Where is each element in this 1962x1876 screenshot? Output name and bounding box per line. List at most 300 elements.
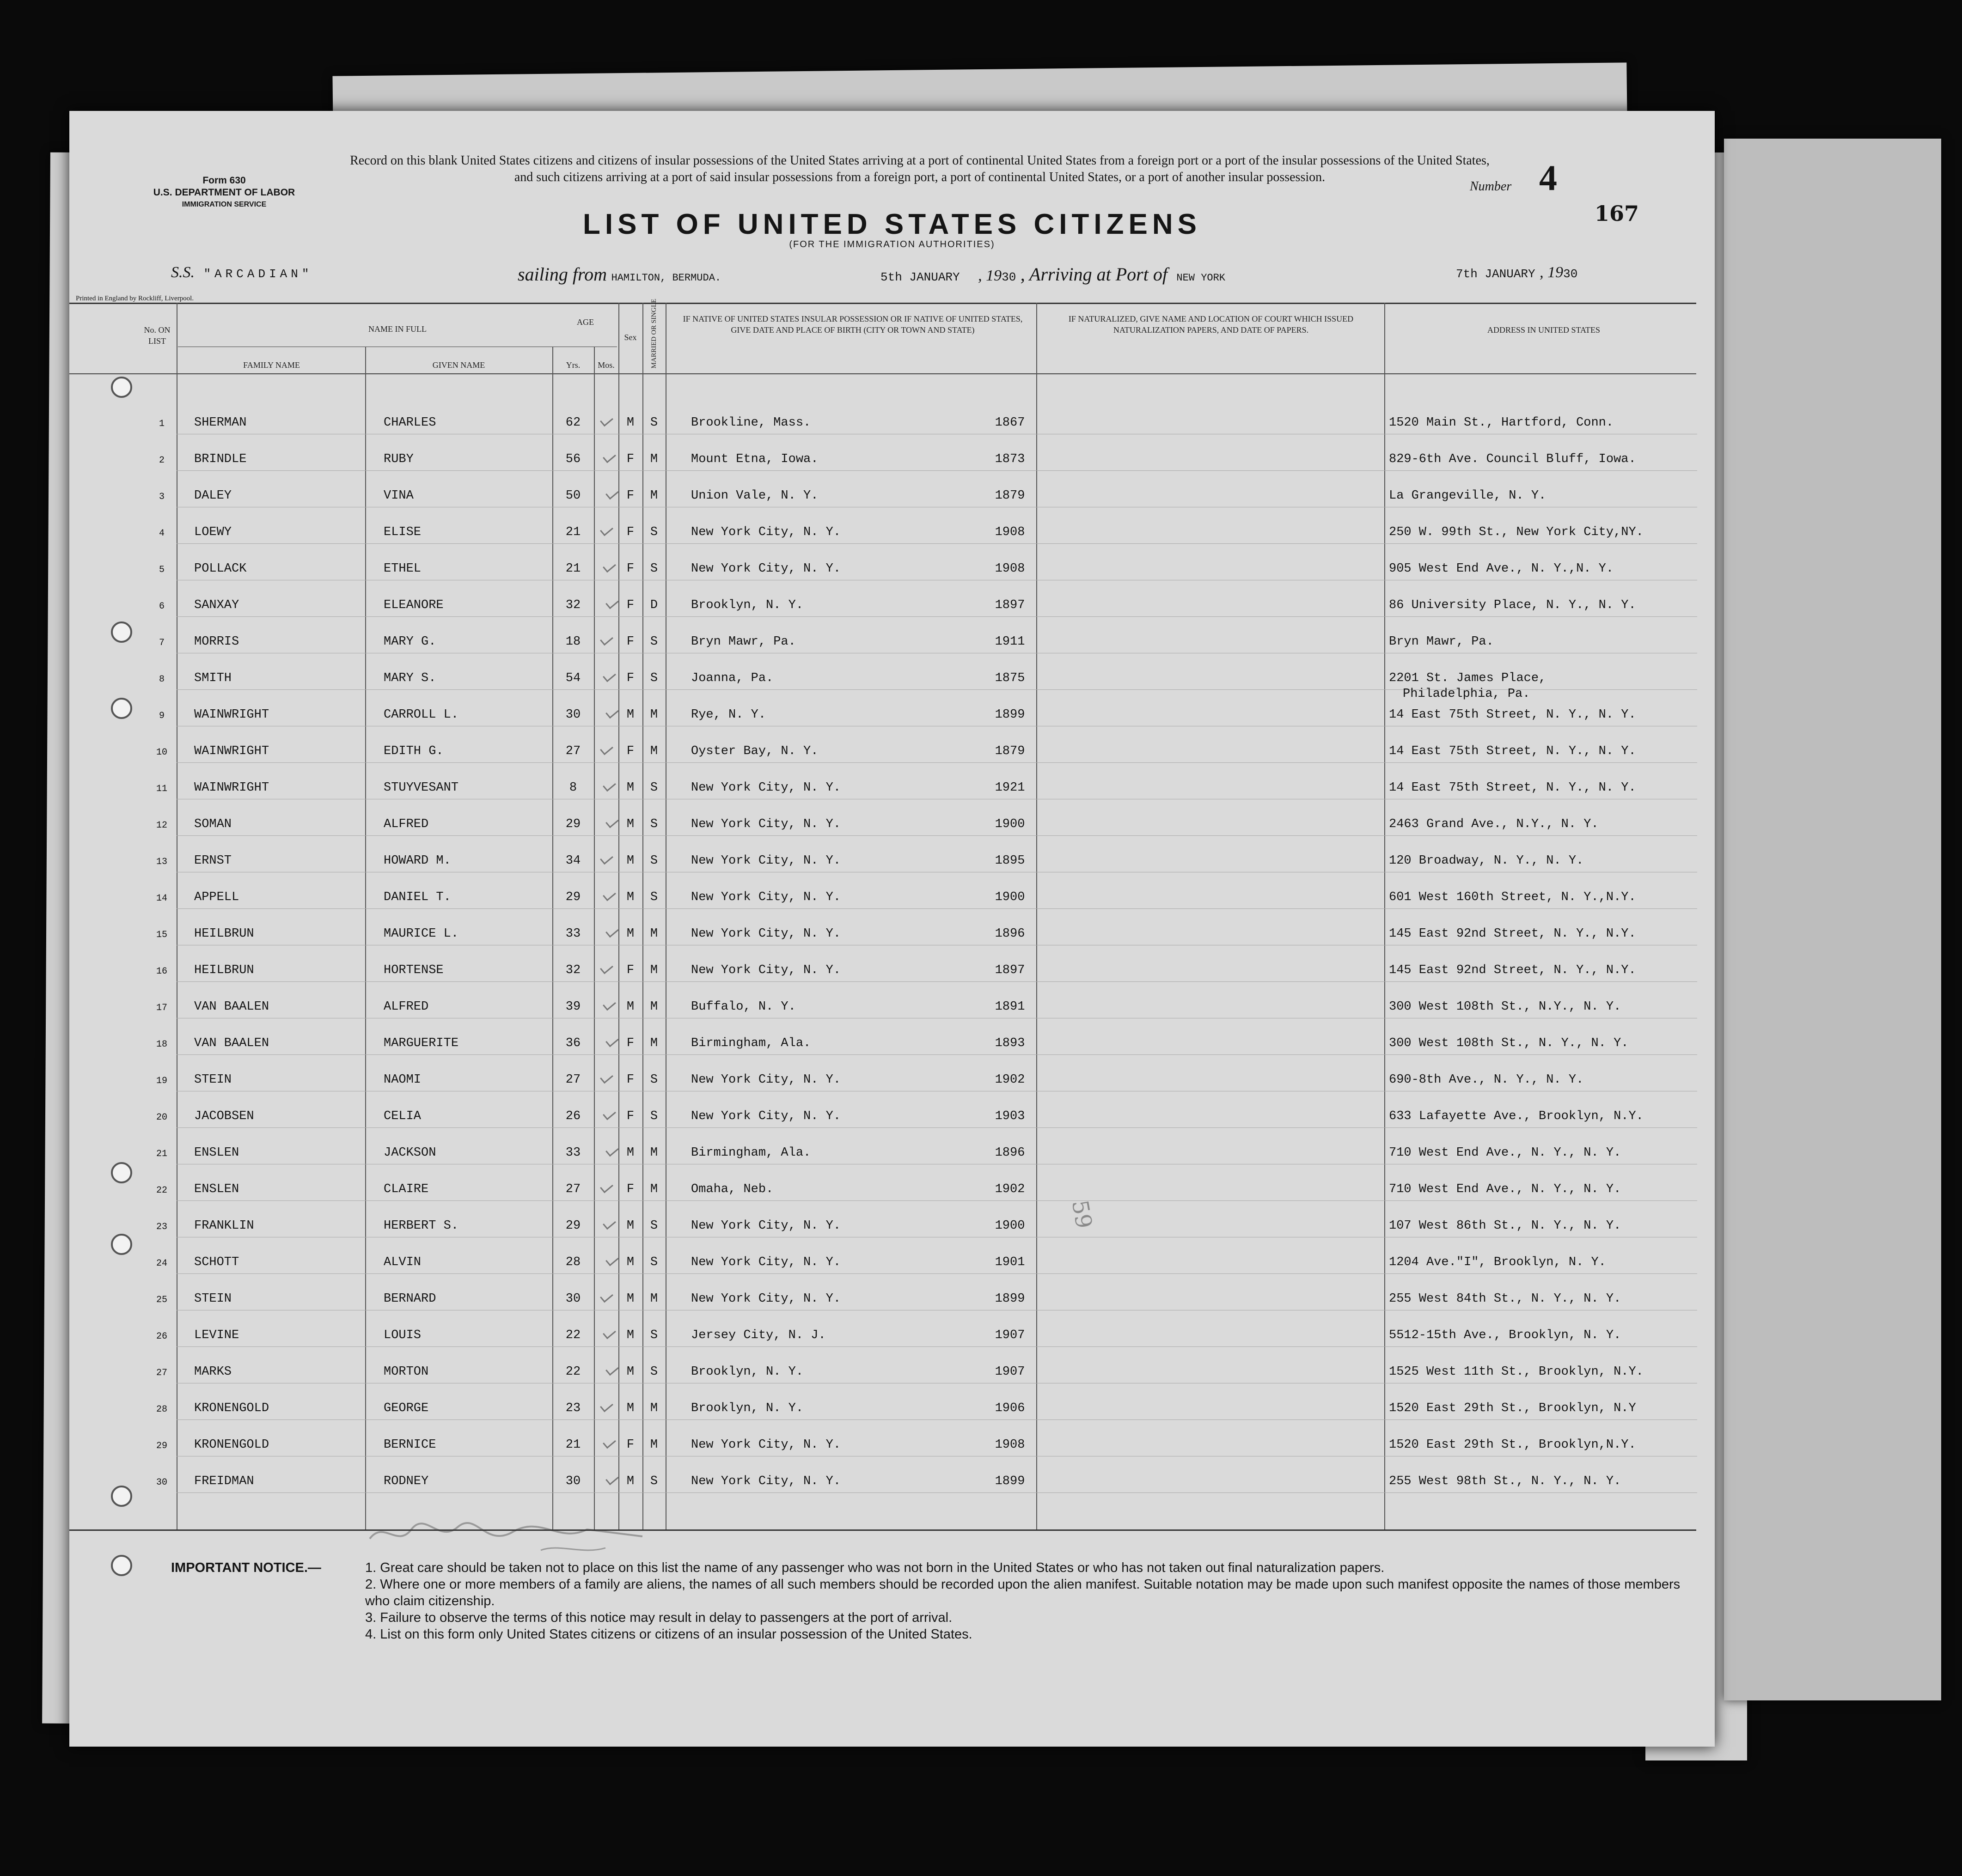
cell-place: Rye, N. Y. <box>691 708 766 722</box>
cell-place: New York City, N. Y. <box>691 890 841 904</box>
cell-no: 13 <box>156 857 167 867</box>
cell-given: ETHEL <box>384 562 422 576</box>
cell-yrs: 28 <box>565 1255 581 1269</box>
cell-yrs: 30 <box>565 1474 581 1488</box>
header-bottom-rule <box>69 373 1696 374</box>
cell-given: ALFRED <box>384 817 429 831</box>
cell-no: 19 <box>156 1076 167 1086</box>
cell-given: CLAIRE <box>384 1182 429 1196</box>
row-rule <box>177 908 1697 909</box>
cell-address: 255 West 84th St., N. Y., N. Y. <box>1389 1292 1621 1306</box>
header-mos: Mos. <box>598 360 615 370</box>
cell-year: 1891 <box>995 1000 1025 1014</box>
cell-ms: M <box>650 1438 658 1452</box>
cell-year: 1902 <box>995 1182 1025 1196</box>
cell-ms: M <box>650 452 658 466</box>
cell-address-line2: Philadelphia, Pa. <box>1403 687 1530 701</box>
cell-no: 5 <box>159 565 165 575</box>
service-name: IMMIGRATION SERVICE <box>182 201 267 208</box>
check-mark <box>600 1290 613 1303</box>
notice-item-4: 4. List on this form only United States citizens or citizens of an insular possession of the United States. <box>365 1627 972 1642</box>
punch-hole <box>111 1486 132 1507</box>
row-rule <box>177 1419 1697 1420</box>
ss-label: S.S. <box>171 264 195 281</box>
cell-no: 18 <box>156 1039 167 1050</box>
cell-yrs: 39 <box>565 1000 581 1014</box>
cell-address: 14 East 75th Street, N. Y., N. Y. <box>1389 744 1636 758</box>
cell-address: 601 West 160th Street, N. Y.,N.Y. <box>1389 890 1636 904</box>
cell-given: ELISE <box>384 525 422 539</box>
cell-given: BERNICE <box>384 1438 436 1452</box>
depart-year-suffix: 30 <box>1002 270 1016 284</box>
cell-address: 633 Lafayette Ave., Brooklyn, N.Y. <box>1389 1109 1644 1123</box>
cell-family: ENSLEN <box>194 1146 239 1160</box>
cell-no: 16 <box>156 966 167 977</box>
cell-yrs: 29 <box>565 1219 581 1233</box>
cell-sex: F <box>626 671 635 685</box>
cell-address: 1520 Main St., Hartford, Conn. <box>1389 416 1614 430</box>
cell-no: 24 <box>156 1258 167 1269</box>
header-name-in-full: NAME IN FULL <box>368 324 427 334</box>
cell-sex: M <box>626 817 635 831</box>
cell-sex: M <box>626 781 635 795</box>
check-mark <box>600 414 613 427</box>
check-mark <box>603 998 616 1011</box>
check-mark <box>605 1035 619 1048</box>
row-rule <box>177 1273 1697 1274</box>
cell-address: 690-8th Ave., N. Y., N. Y. <box>1389 1073 1584 1087</box>
cell-ms: S <box>650 525 658 539</box>
cell-ms: S <box>650 562 658 576</box>
cell-given: DANIEL T. <box>384 890 451 904</box>
cell-given: BERNARD <box>384 1292 436 1306</box>
check-mark <box>600 524 613 536</box>
cell-yrs: 30 <box>565 708 581 722</box>
cell-given: JACKSON <box>384 1146 436 1160</box>
cell-given: GEORGE <box>384 1401 429 1415</box>
cell-place: New York City, N. Y. <box>691 781 841 795</box>
cell-year: 1906 <box>995 1401 1025 1415</box>
cell-yrs: 29 <box>565 890 581 904</box>
check-mark <box>605 1473 619 1486</box>
cell-ms: S <box>650 1219 658 1233</box>
page-title: LIST OF UNITED STATES CITIZENS <box>583 208 1201 240</box>
cell-sex: M <box>626 1219 635 1233</box>
cell-yrs: 21 <box>565 525 581 539</box>
cell-given: HORTENSE <box>384 963 444 977</box>
cell-given: ALFRED <box>384 1000 429 1014</box>
check-mark <box>603 670 616 682</box>
cell-year: 1893 <box>995 1036 1025 1050</box>
cell-ms: M <box>650 963 658 977</box>
cell-year: 1895 <box>995 854 1025 868</box>
cell-family: KRONENGOLD <box>194 1401 269 1415</box>
cell-place: Brooklyn, N. Y. <box>691 598 804 612</box>
cell-yrs: 54 <box>565 671 581 685</box>
cell-place: Omaha, Neb. <box>691 1182 774 1196</box>
port-to: NEW YORK <box>1176 272 1226 284</box>
cell-ms: S <box>650 781 658 795</box>
cell-place: Oyster Bay, N. Y. <box>691 744 819 758</box>
cell-no: 3 <box>159 492 165 502</box>
cell-no: 26 <box>156 1331 167 1342</box>
cell-place: New York City, N. Y. <box>691 1073 841 1087</box>
cell-yrs: 18 <box>565 635 581 649</box>
cell-ms: M <box>650 1182 658 1196</box>
cell-address: 107 West 86th St., N. Y., N. Y. <box>1389 1219 1621 1233</box>
cell-given: VINA <box>384 489 414 503</box>
cell-family: SOMAN <box>194 817 232 831</box>
col-divider-family <box>365 347 366 1529</box>
cell-year: 1900 <box>995 890 1025 904</box>
cell-family: MARKS <box>194 1365 232 1379</box>
cell-place: New York City, N. Y. <box>691 1292 841 1306</box>
cell-family: POLLACK <box>194 562 247 576</box>
cell-sex: M <box>626 890 635 904</box>
notice-item-1: 1. Great care should be taken not to place on this list the name of any passenger who was not born in the United States or who has not taken out final naturalization papers. <box>365 1560 1385 1575</box>
cell-sex: M <box>626 1401 635 1415</box>
cell-ms: S <box>650 854 658 868</box>
ship-name: "ARCADIAN" <box>203 267 313 281</box>
faint-signature <box>365 1511 652 1557</box>
cell-address: 2463 Grand Ave., N.Y., N. Y. <box>1389 817 1599 831</box>
cell-given: EDITH G. <box>384 744 444 758</box>
cell-given: STUYVESANT <box>384 781 459 795</box>
cell-sex: F <box>626 635 635 649</box>
cell-place: Jersey City, N. J. <box>691 1328 826 1342</box>
depart-date: 5th JANUARY <box>880 270 960 284</box>
cell-address: 255 West 98th St., N. Y., N. Y. <box>1389 1474 1621 1488</box>
cell-yrs: 27 <box>565 1182 581 1196</box>
check-mark <box>605 1144 619 1157</box>
col-divider-yrs <box>594 347 595 1529</box>
cell-sex: F <box>626 562 635 576</box>
cell-family: WAINWRIGHT <box>194 781 269 795</box>
cell-year: 1896 <box>995 927 1025 941</box>
record-instructions: Record on this blank United States citizens and citizens of insular possessions of the United States arriving at a port of continental United States from a foreign port or a port of the insular possessions of the United States, and such citizens arriving at a port of said insular possessions from a foreign port, a port of continental United States, or a port of another insular possession. <box>350 153 1490 184</box>
cell-year: 1907 <box>995 1365 1025 1379</box>
check-mark <box>605 925 619 938</box>
cell-sex: F <box>626 452 635 466</box>
cell-family: VAN BAALEN <box>194 1000 269 1014</box>
cell-family: FRANKLIN <box>194 1219 254 1233</box>
cell-sex: M <box>626 927 635 941</box>
row-rule <box>177 762 1697 763</box>
cell-address: 120 Broadway, N. Y., N. Y. <box>1389 854 1584 868</box>
cell-year: 1897 <box>995 598 1025 612</box>
check-mark <box>600 743 613 755</box>
cell-address: 829-6th Ave. Council Bluff, Iowa. <box>1389 452 1636 466</box>
col-divider-age <box>618 303 619 1529</box>
cell-place: New York City, N. Y. <box>691 1219 841 1233</box>
header-yrs: Yrs. <box>566 360 581 370</box>
cell-sex: M <box>626 708 635 722</box>
cell-family: ERNST <box>194 854 232 868</box>
number-label: Number <box>1470 179 1512 194</box>
cell-sex: M <box>626 1328 635 1342</box>
cell-given: RUBY <box>384 452 414 466</box>
header-sex: Sex <box>624 333 637 342</box>
cell-ms: S <box>650 1109 658 1123</box>
cell-year: 1899 <box>995 1474 1025 1488</box>
cell-place: Joanna, Pa. <box>691 671 774 685</box>
cell-family: SCHOTT <box>194 1255 239 1269</box>
cell-ms: S <box>650 817 658 831</box>
check-mark <box>600 1181 613 1194</box>
cell-sex: F <box>626 598 635 612</box>
stamp-number: 167 <box>1595 201 1639 226</box>
row-rule <box>177 1200 1697 1201</box>
notice-lead: IMPORTANT NOTICE.— <box>171 1560 321 1575</box>
cell-no: 2 <box>159 455 165 466</box>
cell-address: 14 East 75th Street, N. Y., N. Y. <box>1389 781 1636 795</box>
cell-sex: F <box>626 1182 635 1196</box>
cell-yrs: 30 <box>565 1292 581 1306</box>
page-subtitle: (FOR THE IMMIGRATION AUTHORITIES) <box>789 239 995 250</box>
cell-no: 11 <box>156 784 167 794</box>
cell-family: STEIN <box>194 1292 232 1306</box>
check-mark <box>603 451 616 463</box>
cell-year: 1907 <box>995 1328 1025 1342</box>
cell-address: 5512-15th Ave., Brooklyn, N. Y. <box>1389 1328 1621 1342</box>
port-from: HAMILTON, BERMUDA. <box>611 272 721 284</box>
cell-family: SANXAY <box>194 598 239 612</box>
cell-year: 1899 <box>995 708 1025 722</box>
punch-hole <box>111 377 132 398</box>
cell-no: 9 <box>159 711 165 721</box>
cell-ms: S <box>650 1474 658 1488</box>
cell-sex: M <box>626 416 635 430</box>
cell-ms: M <box>650 708 658 722</box>
row-rule <box>177 616 1697 617</box>
cell-yrs: 34 <box>565 854 581 868</box>
cell-yrs: 56 <box>565 452 581 466</box>
cell-year: 1879 <box>995 744 1025 758</box>
cell-given: MARGUERITE <box>384 1036 459 1050</box>
cell-given: MARY S. <box>384 671 436 685</box>
punch-hole <box>111 1555 132 1576</box>
notice-item-2: 2. Where one or more members of a family are aliens, the names of all such members should be recorded upon the alien manifest. Suitable notation may be made upon such manifest opposite the names of those members who claim citizenship. <box>365 1577 1681 1608</box>
cell-no: 4 <box>159 528 165 539</box>
manifest-sheet <box>69 111 1715 1747</box>
cell-no: 21 <box>156 1149 167 1159</box>
cell-family: LEVINE <box>194 1328 239 1342</box>
cell-yrs: 62 <box>565 416 581 430</box>
cell-place: Bryn Mawr, Pa. <box>691 635 796 649</box>
check-mark <box>605 1363 619 1376</box>
voyage-line <box>171 263 312 281</box>
cell-no: 25 <box>156 1295 167 1305</box>
row-rule <box>177 470 1697 471</box>
cell-sex: M <box>626 1146 635 1160</box>
printer-credit: Printed in England by Rockliff, Liverpool. <box>76 295 194 302</box>
cell-family: BRINDLE <box>194 452 247 466</box>
cell-year: 1897 <box>995 963 1025 977</box>
cell-yrs: 22 <box>565 1365 581 1379</box>
cell-address: 1204 Ave."I", Brooklyn, N. Y. <box>1389 1255 1606 1269</box>
cell-address: 2201 St. James Place, <box>1389 671 1546 685</box>
col-divider-naturalized <box>1384 303 1385 1529</box>
cell-no: 28 <box>156 1404 167 1415</box>
cell-no: 29 <box>156 1441 167 1451</box>
cell-ms: S <box>650 416 658 430</box>
depart-year-prefix: , 19 <box>978 267 1002 284</box>
check-mark <box>600 852 613 865</box>
cell-given: NAOMI <box>384 1073 422 1087</box>
header-top-rule <box>69 303 1696 304</box>
cell-yrs: 21 <box>565 1438 581 1452</box>
cell-given: MARY G. <box>384 635 436 649</box>
form-number: Form 630 <box>202 175 246 186</box>
pencil-mark: 59 <box>1066 1198 1097 1230</box>
cell-ms: M <box>650 1146 658 1160</box>
cell-ms: S <box>650 890 658 904</box>
cell-given: LOUIS <box>384 1328 422 1342</box>
header-given-name: GIVEN NAME <box>432 360 485 370</box>
cell-yrs: 33 <box>565 927 581 941</box>
punch-hole <box>111 1234 132 1255</box>
cell-place: Buffalo, N. Y. <box>691 1000 796 1014</box>
cell-family: STEIN <box>194 1073 232 1087</box>
department-name: U.S. DEPARTMENT OF LABOR <box>153 187 295 198</box>
header-age: AGE <box>577 317 594 327</box>
cell-yrs: 32 <box>565 963 581 977</box>
row-rule <box>177 1127 1697 1128</box>
cell-sex: F <box>626 1073 635 1087</box>
check-mark <box>603 1108 616 1121</box>
check-mark <box>603 1327 616 1340</box>
cell-ms: S <box>650 1365 658 1379</box>
cell-address: Bryn Mawr, Pa. <box>1389 635 1494 649</box>
notice-item-3: 3. Failure to observe the terms of this notice may result in delay to passengers at the port of arrival. <box>365 1610 953 1625</box>
cell-yrs: 50 <box>565 489 581 503</box>
check-mark <box>603 1217 616 1230</box>
header-birth: IF NATIVE OF UNITED STATES INSULAR POSSESSION OR IF NATIVE OF UNITED STATES, GIVE DATE AND PLACE OF BIRTH (CITY OR TOWN AND STATE) <box>683 314 1023 335</box>
cell-no: 23 <box>156 1222 167 1232</box>
cell-sex: F <box>626 1438 635 1452</box>
cell-ms: M <box>650 1401 658 1415</box>
cell-yrs: 23 <box>565 1401 581 1415</box>
cell-given: RODNEY <box>384 1474 429 1488</box>
cell-place: New York City, N. Y. <box>691 963 841 977</box>
cell-ms: S <box>650 671 658 685</box>
cell-year: 1902 <box>995 1073 1025 1087</box>
row-rule <box>177 1346 1697 1347</box>
cell-family: APPELL <box>194 890 239 904</box>
header-address: ADDRESS IN UNITED STATES <box>1487 325 1601 335</box>
row-rule <box>177 981 1697 982</box>
cell-address: 300 West 108th St., N. Y., N. Y. <box>1389 1036 1629 1050</box>
cell-address: 145 East 92nd Street, N. Y., N.Y. <box>1389 963 1636 977</box>
check-mark <box>605 487 619 500</box>
check-mark <box>603 1436 616 1449</box>
cell-sex: M <box>626 1474 635 1488</box>
arriving-label: , Arriving at Port of <box>1020 264 1167 285</box>
arrive-year-suffix: 30 <box>1563 267 1578 281</box>
cell-ms: M <box>650 1036 658 1050</box>
cell-yrs: 8 <box>569 781 577 795</box>
cell-ms: S <box>650 1255 658 1269</box>
cell-family: JACOBSEN <box>194 1109 254 1123</box>
sailing-line <box>518 263 721 285</box>
cell-place: Brooklyn, N. Y. <box>691 1365 804 1379</box>
cell-given: HOWARD M. <box>384 854 451 868</box>
cell-year: 1875 <box>995 671 1025 685</box>
row-rule <box>177 835 1697 836</box>
cell-yrs: 27 <box>565 1073 581 1087</box>
cell-year: 1867 <box>995 416 1025 430</box>
cell-no: 12 <box>156 820 167 831</box>
cell-sex: F <box>626 744 635 758</box>
check-mark <box>603 779 616 792</box>
cell-place: New York City, N. Y. <box>691 525 841 539</box>
cell-place: Union Vale, N. Y. <box>691 489 819 503</box>
header-married: MARRIED OR SINGLE <box>650 298 658 369</box>
row-rule <box>177 1492 1697 1493</box>
cell-given: CARROLL L. <box>384 708 459 722</box>
cell-sex: M <box>626 854 635 868</box>
cell-no: 7 <box>159 638 165 648</box>
cell-no: 20 <box>156 1112 167 1123</box>
cell-ms: M <box>650 927 658 941</box>
row-rule <box>177 543 1697 544</box>
punch-hole <box>111 1162 132 1183</box>
cell-no: 17 <box>156 1003 167 1013</box>
cell-yrs: 22 <box>565 1328 581 1342</box>
cell-sex: F <box>626 1109 635 1123</box>
cell-family: LOEWY <box>194 525 232 539</box>
cell-place: New York City, N. Y. <box>691 562 841 576</box>
cell-year: 1908 <box>995 525 1025 539</box>
cell-no: 8 <box>159 674 165 685</box>
cell-place: Birmingham, Ala. <box>691 1036 811 1050</box>
cell-no: 6 <box>159 601 165 612</box>
cell-ms: D <box>650 598 658 612</box>
cell-address: 710 West End Ave., N. Y., N. Y. <box>1389 1182 1621 1196</box>
cell-no: 1 <box>159 419 165 429</box>
cell-family: DALEY <box>194 489 232 503</box>
cell-ms: S <box>650 635 658 649</box>
cell-ms: S <box>650 1328 658 1342</box>
form-identifier <box>148 175 300 211</box>
cell-place: Birmingham, Ala. <box>691 1146 811 1160</box>
cell-sex: F <box>626 963 635 977</box>
check-mark <box>600 633 613 646</box>
list-number: 4 <box>1539 158 1557 198</box>
footer-rule <box>69 1529 1696 1531</box>
cell-family: VAN BAALEN <box>194 1036 269 1050</box>
cell-place: New York City, N. Y. <box>691 1438 841 1452</box>
cell-given: MAURICE L. <box>384 927 459 941</box>
cell-given: HERBERT S. <box>384 1219 459 1233</box>
cell-sex: F <box>626 489 635 503</box>
arrive-year-prefix: , 19 <box>1540 264 1564 281</box>
cell-address: 300 West 108th St., N.Y., N. Y. <box>1389 1000 1621 1014</box>
cell-family: SMITH <box>194 671 232 685</box>
cell-ms: S <box>650 1073 658 1087</box>
cell-place: New York City, N. Y. <box>691 927 841 941</box>
cell-no: 10 <box>156 747 167 758</box>
cell-sex: M <box>626 1365 635 1379</box>
cell-family: MORRIS <box>194 635 239 649</box>
cell-sex: M <box>626 1000 635 1014</box>
cell-address: 86 University Place, N. Y., N. Y. <box>1389 598 1636 612</box>
cell-year: 1899 <box>995 1292 1025 1306</box>
cell-year: 1911 <box>995 635 1025 649</box>
cell-place: New York City, N. Y. <box>691 1109 841 1123</box>
cell-sex: M <box>626 1255 635 1269</box>
cell-address: 905 West End Ave., N. Y.,N. Y. <box>1389 562 1614 576</box>
